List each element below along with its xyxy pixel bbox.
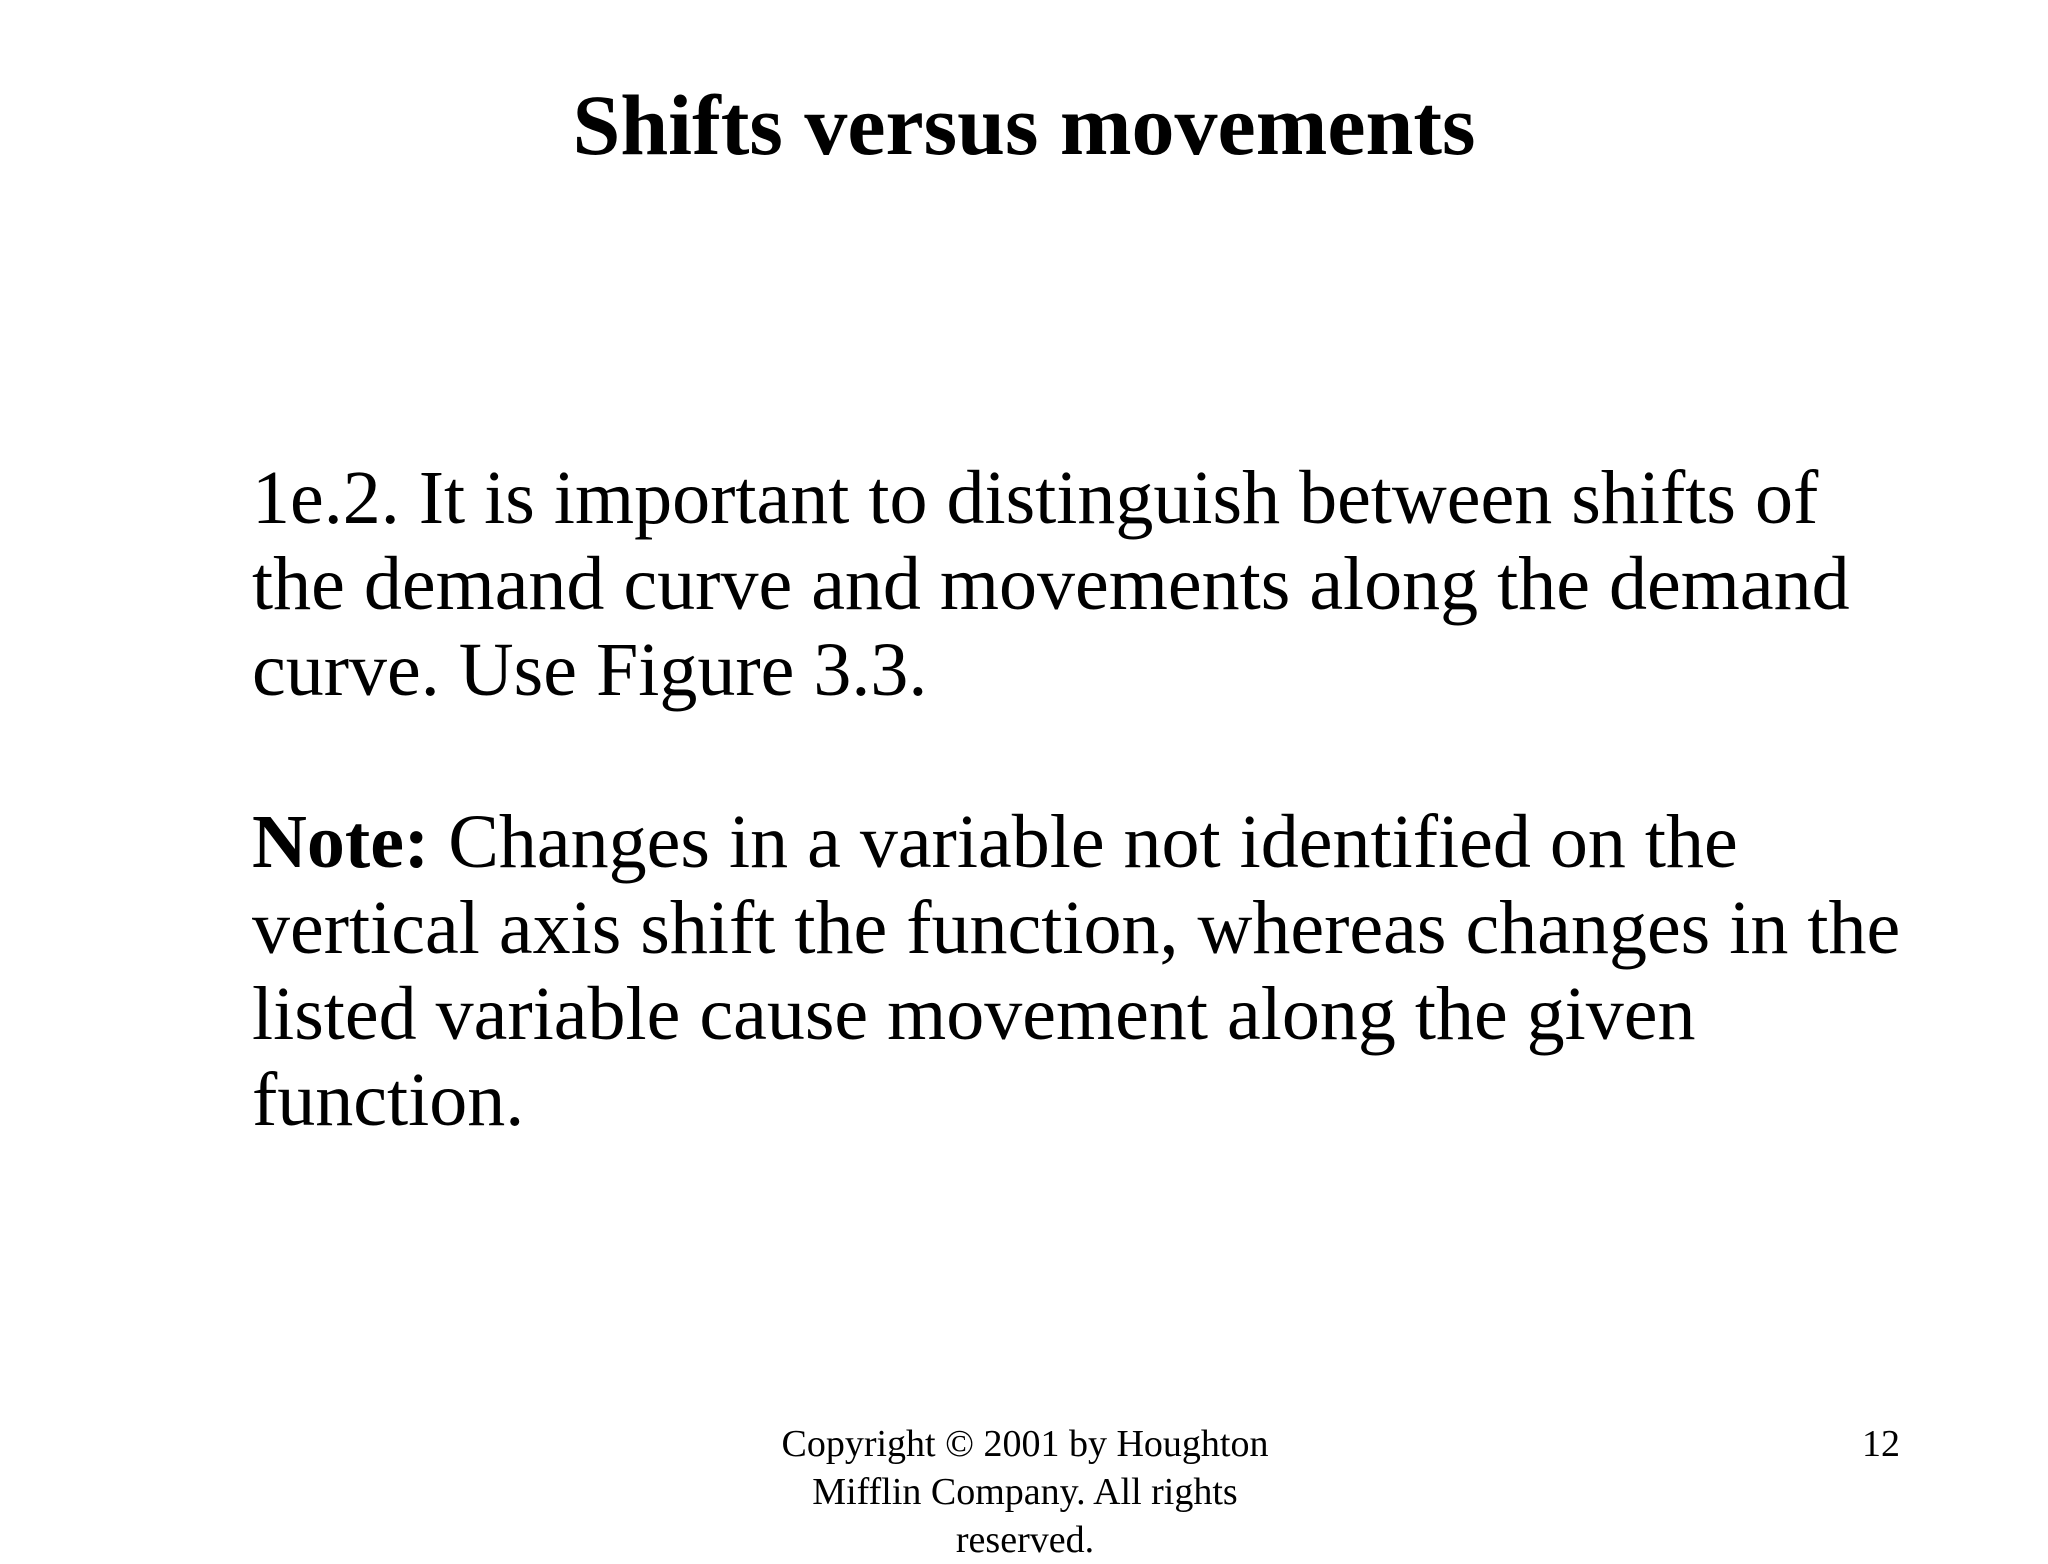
note-paragraph [252,799,1912,1143]
slide-body [252,455,1912,1143]
note-text: Changes in a variable not identified on the vertical axis shift the function, whereas changes in the listed variable cause movement along the given function. [252,800,1901,1142]
footer-copyright: Copyright © 2001 by Houghton Mifflin Company. All rights reserved. [781,1423,1269,1561]
body-paragraph: 1e.2. It is important to distinguish between shifts of the demand curve and movements along the demand curve. Use Figure 3.3. [252,456,1850,712]
slide-title: Shifts versus movements [572,77,1476,173]
note-label: Note: [252,800,430,884]
slide-number: 12 [1862,1423,1900,1465]
paragraph-spacer [252,713,1912,799]
